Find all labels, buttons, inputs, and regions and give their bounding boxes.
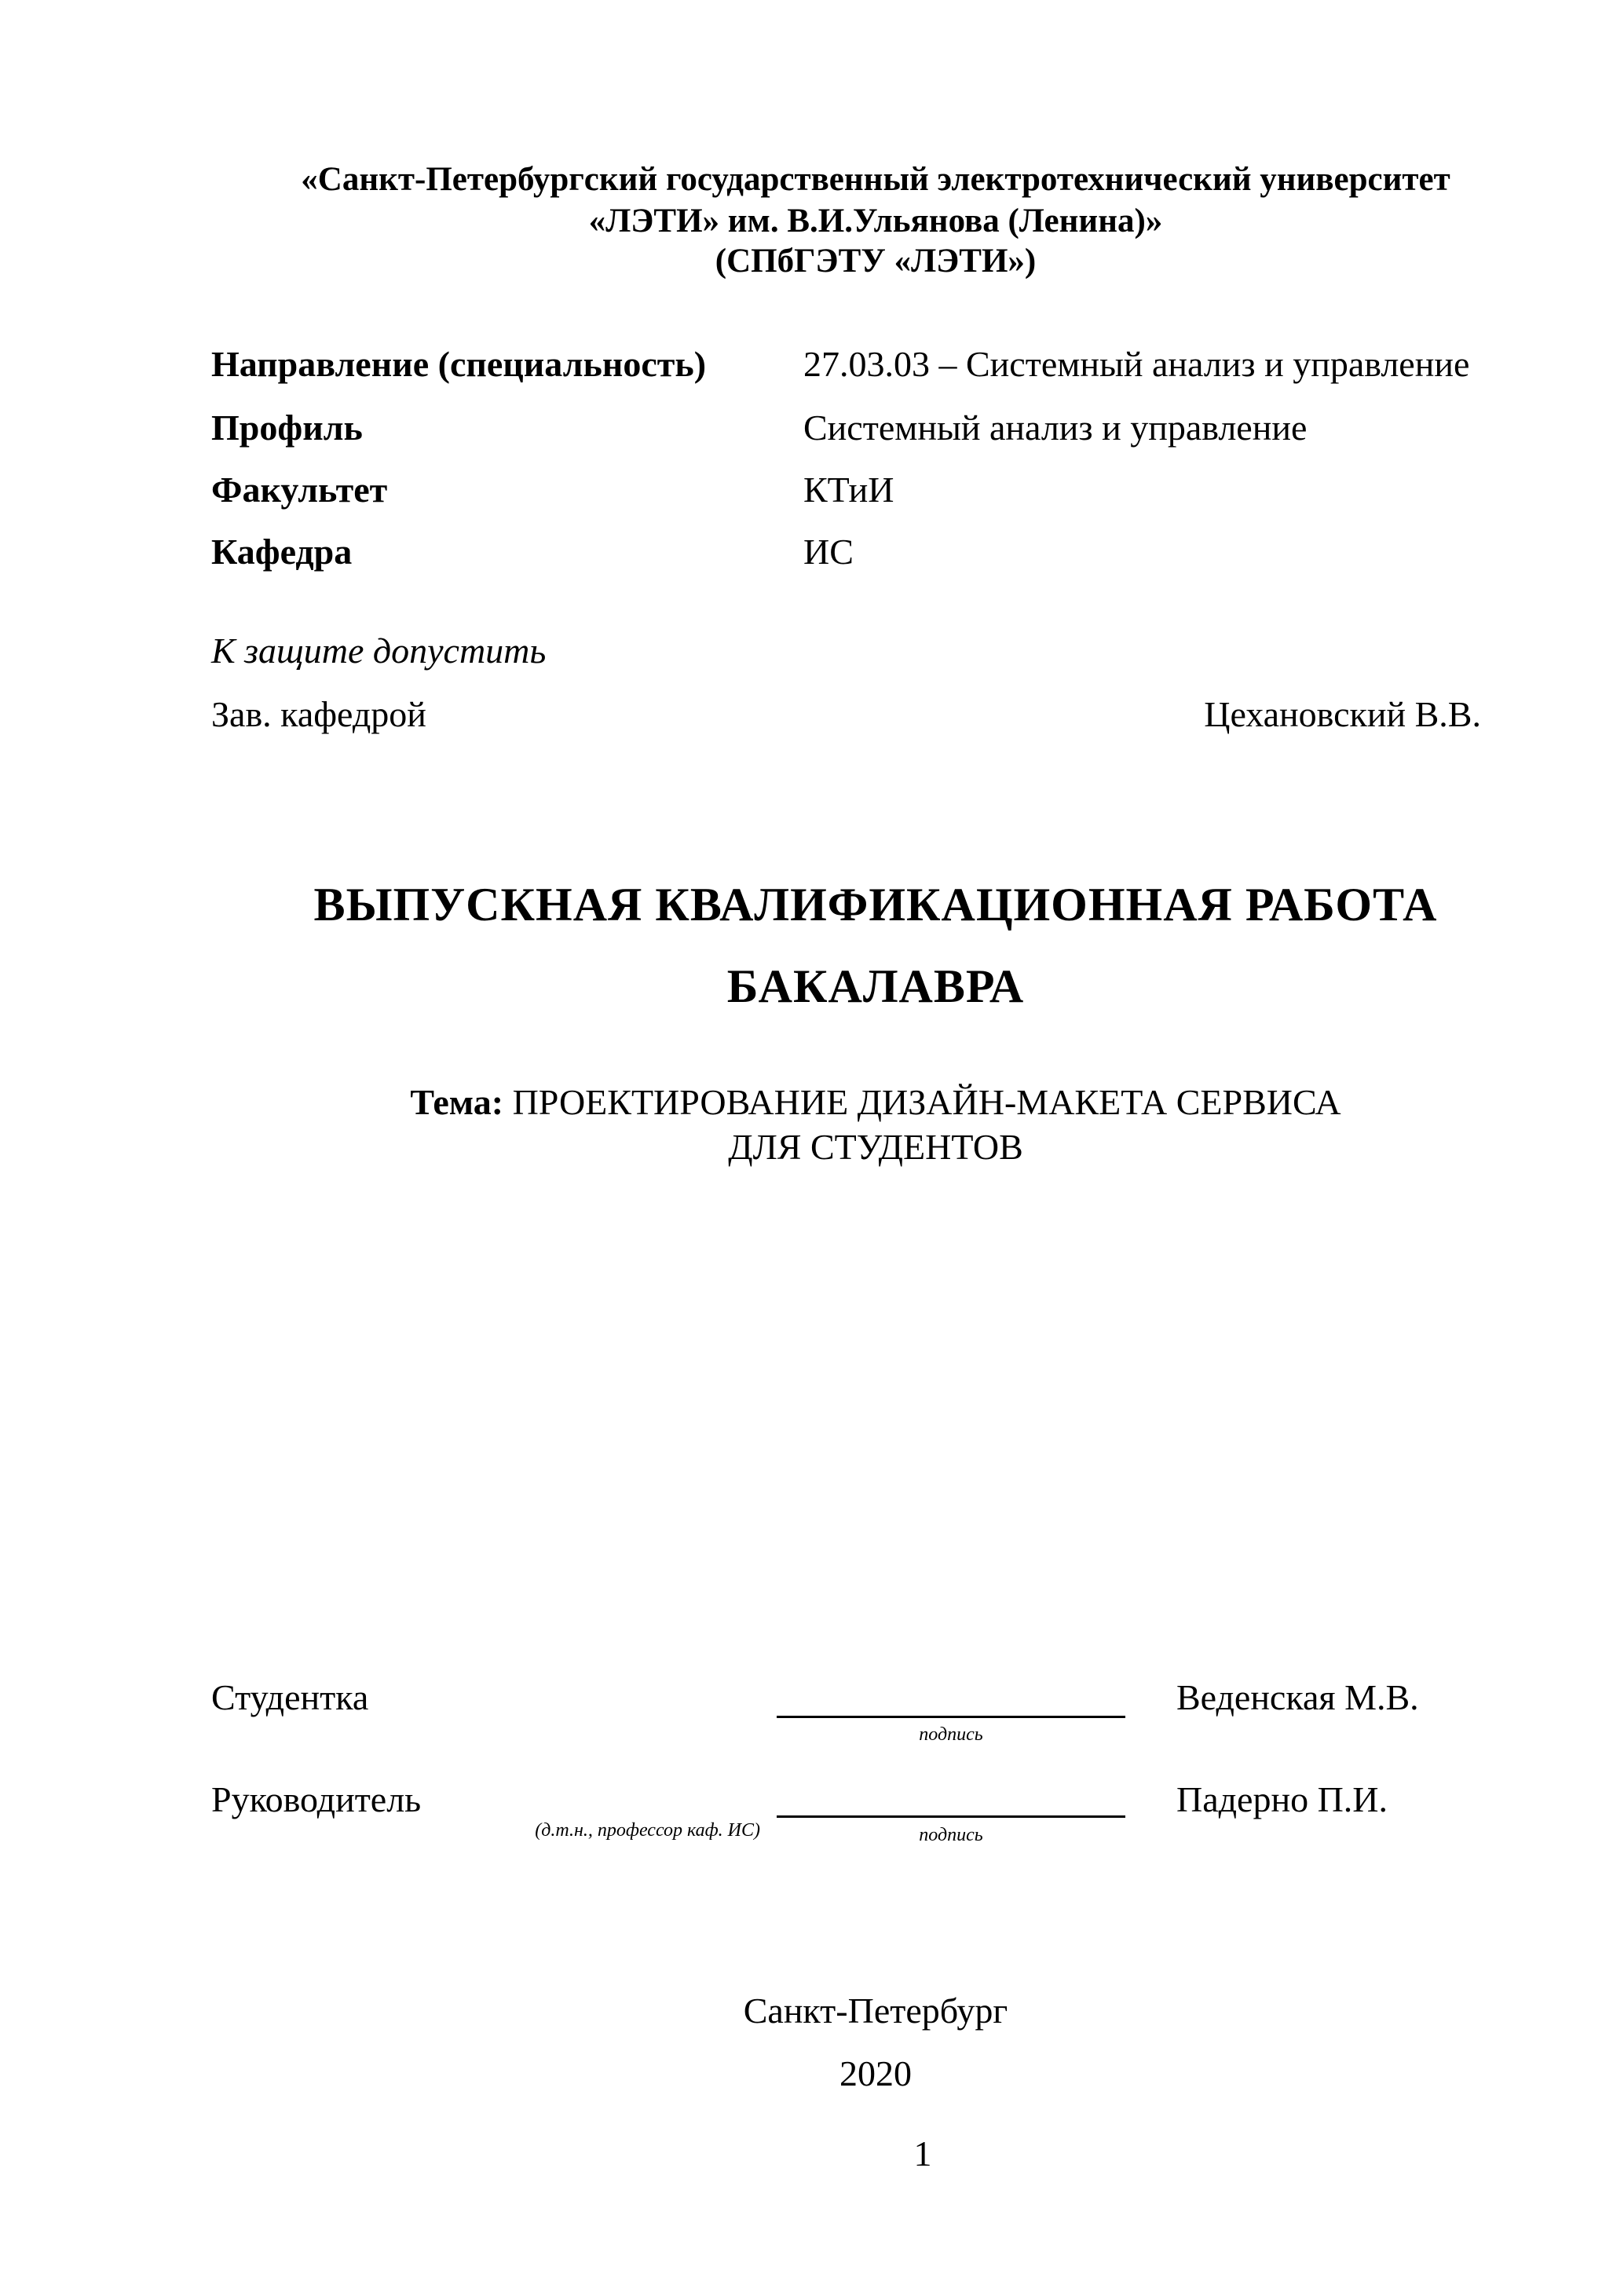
info-value-profile: Системный анализ и управление [803,408,1308,448]
university-name-line1: «Санкт-Петербургский государственный электротехнический университет [301,161,1450,198]
student-signature-caption: подпись [919,1724,983,1745]
supervisor-signature-caption: подпись [919,1825,983,1845]
info-value-direction: 27.03.03 – Системный анализ и управление [803,344,1470,384]
student-role: Студентка [211,1677,369,1717]
topic-line1 [0,1079,1624,1126]
info-label-profile: Профиль [211,408,363,448]
info-value-faculty: КТиИ [803,470,894,510]
footer-city: Санкт-Петербург [743,1991,1008,2031]
document-title-line2: БАКАЛАВРА [726,960,1025,1012]
approval-name: Цехановский В.В. [1204,694,1481,734]
document-title-line1: ВЫПУСКНАЯ КВАЛИФИКАЦИОННАЯ РАБОТА [313,879,1438,930]
topic-label: Тема: [410,1082,504,1122]
info-label-faculty: Факультет [211,470,388,510]
footer-year: 2020 [839,2053,912,2093]
topic-text-line2: ДЛЯ СТУДЕНТОВ [728,1127,1023,1167]
supervisor-name: Падерно П.И. [1176,1779,1388,1819]
info-value-department: ИС [803,532,854,572]
supervisor-title-note: (д.т.н., профессор каф. ИС) [535,1820,760,1841]
topic-text-line1: ПРОЕКТИРОВАНИЕ ДИЗАЙН-МАКЕТА СЕРВИСА [512,1082,1341,1122]
approval-caption: К защите допустить [211,631,547,671]
university-name-line2: «ЛЭТИ» им. В.И.Ульянова (Ленина)» [588,203,1163,239]
page-number: 1 [913,2133,932,2174]
university-abbreviation: (СПбГЭТУ «ЛЭТИ») [715,243,1037,280]
info-label-department: Кафедра [211,532,353,572]
student-name: Веденская М.В. [1176,1677,1419,1717]
supervisor-role: Руководитель [211,1779,422,1819]
approval-role: Зав. кафедрой [211,694,426,734]
info-label-direction: Направление (специальность) [211,344,707,384]
